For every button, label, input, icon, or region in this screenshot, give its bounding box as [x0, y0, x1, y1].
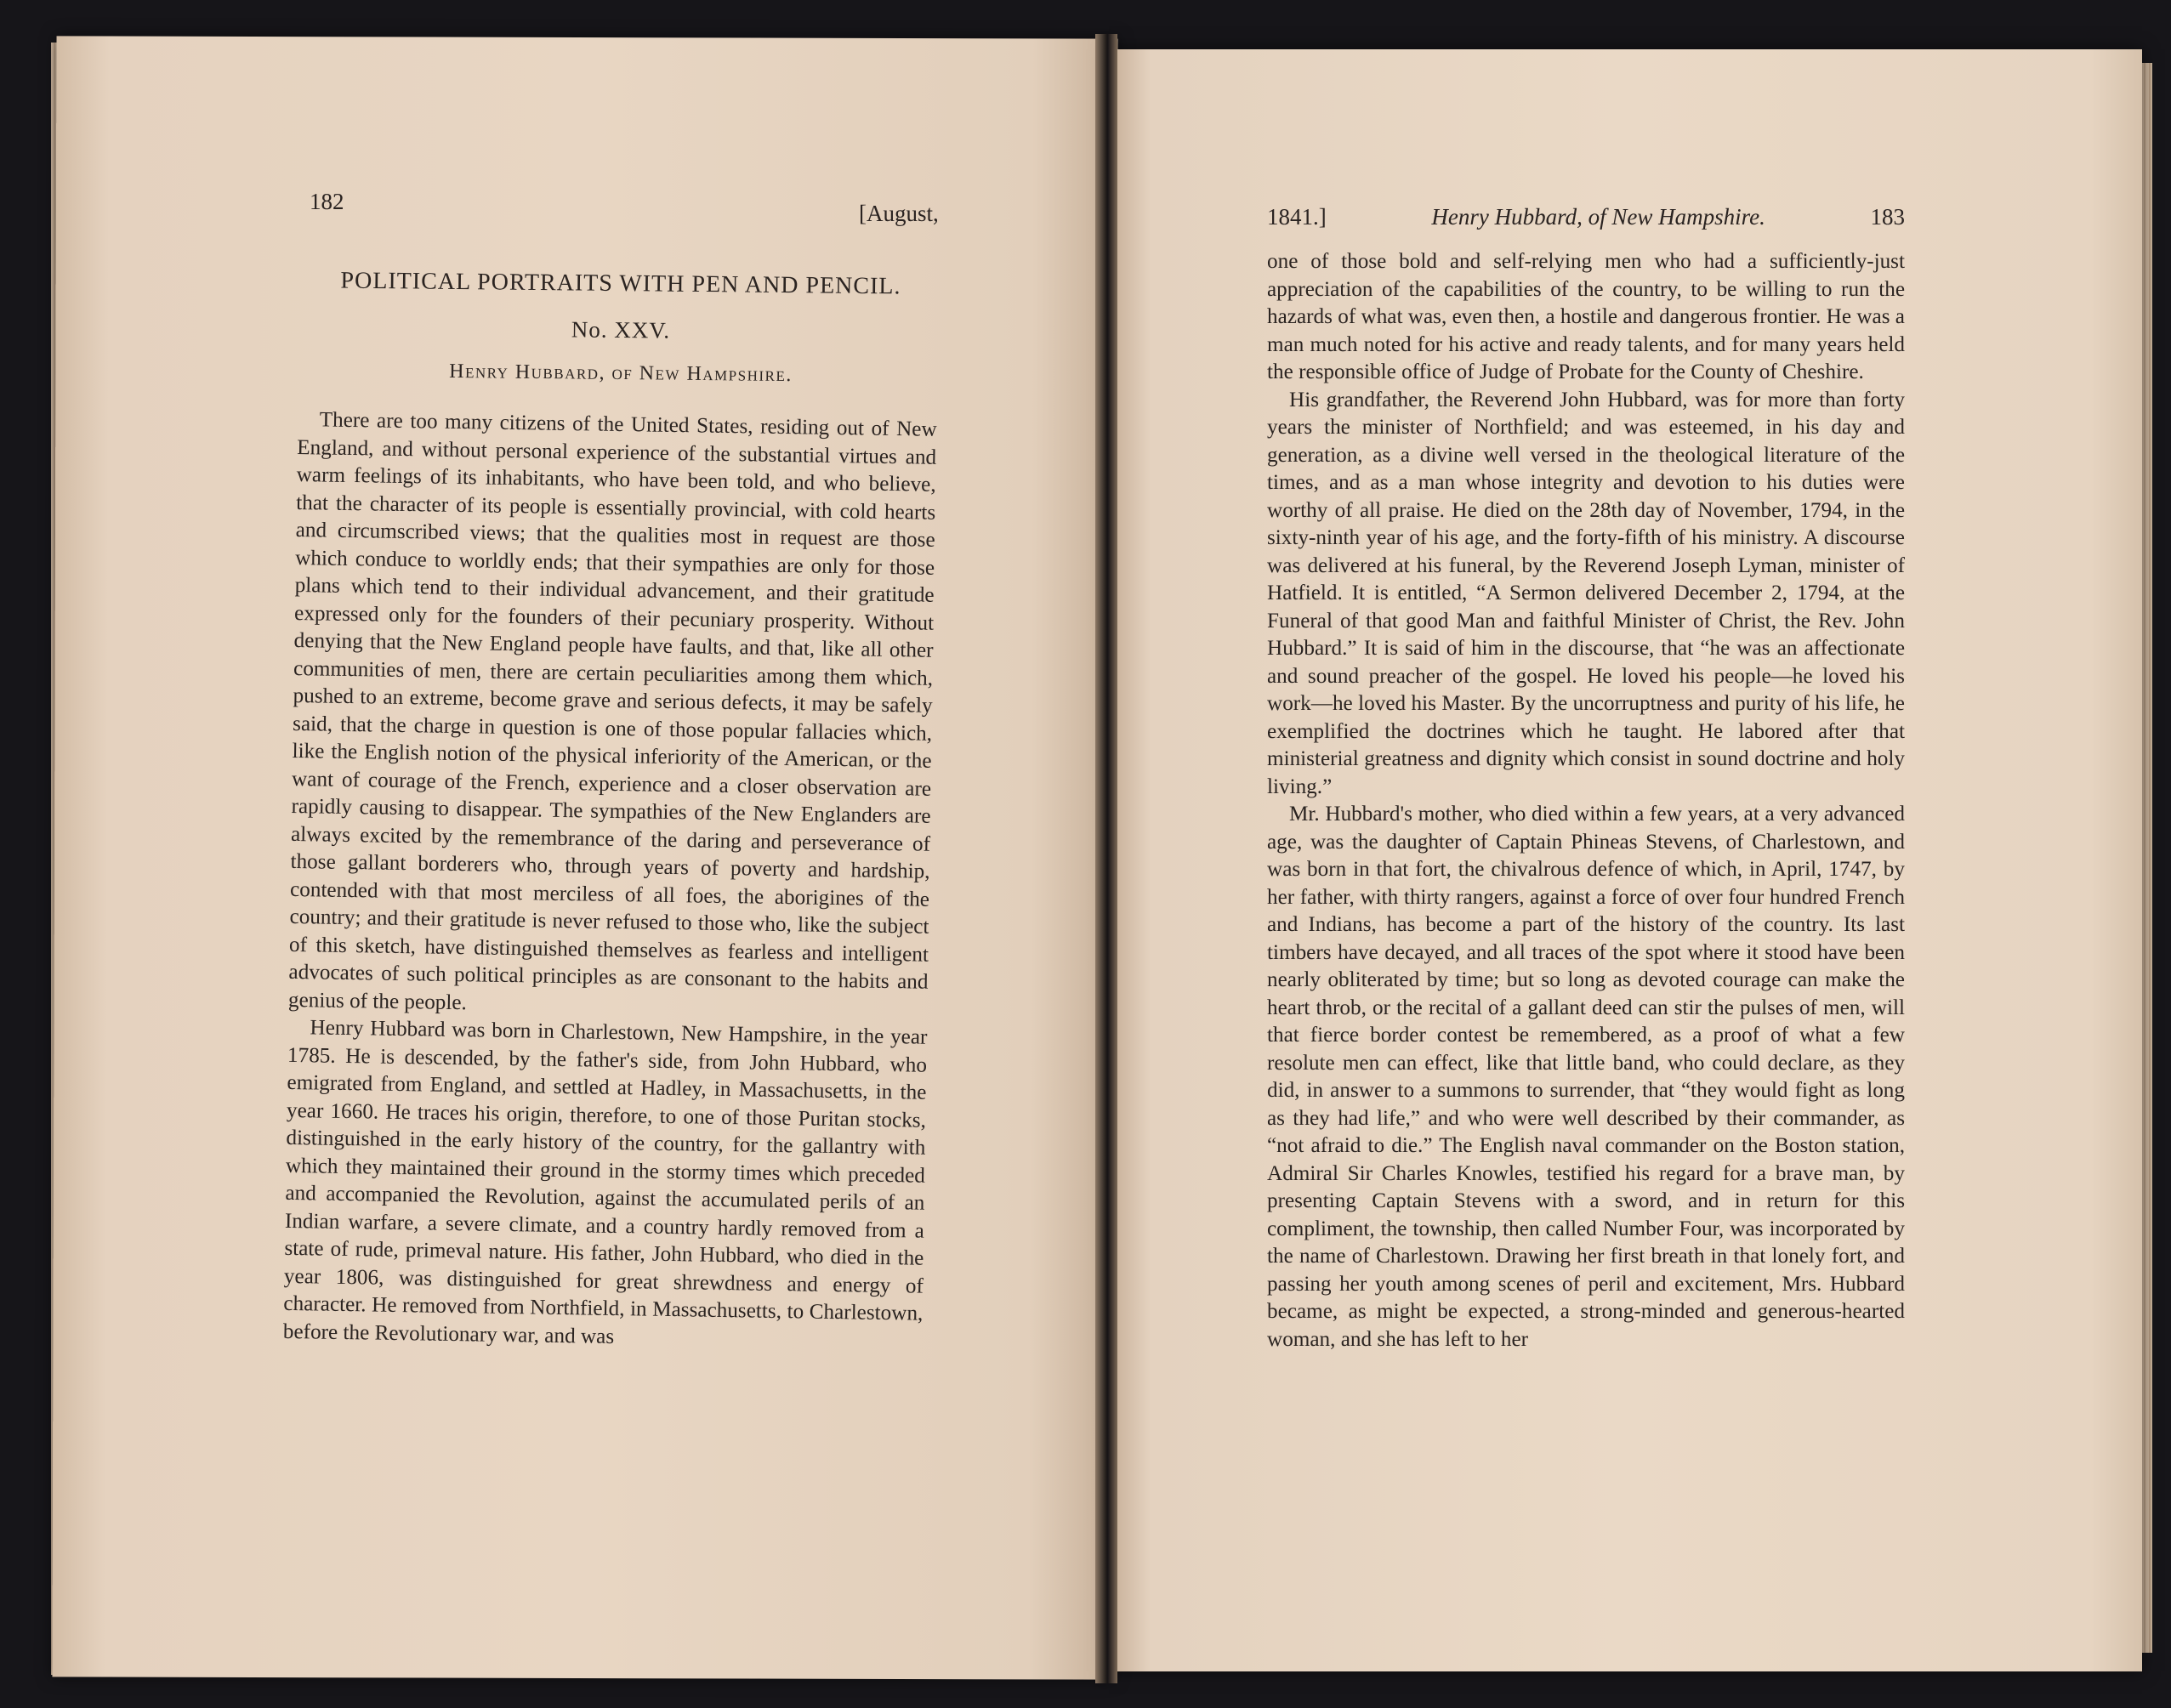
left-page-number: 182 — [310, 189, 344, 214]
right-page-body — [1267, 248, 1905, 1353]
paragraph: Mr. Hubbard's mother, who died within a few years, at a very advanced age, was the daughter of Captain Phineas Stevens, of Charlestown, and was born in that fort, the chivalrous defence of which, in April, 1747, by her father, with thirty rangers, against a force of over four hundred French and Indians, has become a part of the history of the country. Its last timbers have decayed, and all traces of the spot where it stood have been nearly obliterated by time; but so long as devoted courage can make the heart throb, or the recital of a gallant deed can stir the pulses of men, will that fierce border contest be remembered, as a proof of what a few resolute men can effect, like that little band, who could declare, as they did, in answer to a summons to surrender, that “they would fight as long as they had life,” and who were well described by their commander, as “not afraid to die.” The English naval commander on the Boston station, Admiral Sir Charles Knowles, testified his regard for a brave man, by presenting Captain Stevens with a sword, and in return for this compliment, the township, then called Number Four, was incorporated by the name of Charlestown. Drawing her first breath in that lonely fort, and passing her youth among scenes of peril and excitement, Mrs. Hubbard became, as might be expected, a strong-minded and generous-hearted woman, and she has left to her — [1267, 803, 1905, 1351]
left-running-head: [August, — [859, 201, 939, 226]
article-title: POLITICAL PORTRAITS WITH PEN AND PENCIL. — [340, 267, 901, 300]
article-number: No. XXV. — [571, 316, 671, 343]
right-running-head-title: Henry Hubbard, of New Hampshire. — [1431, 204, 1765, 230]
left-page-body — [283, 406, 937, 1356]
paragraph: His grandfather, the Reverend John Hubbard, was for more than forty years the minister of Northfield; and was esteemed, in his day and generation, as a divine well versed in the theological literature of the times, and as a man whose integrity and devotion to his duties were worthy of all praise. He died on the 28th day of November, 1794, in the sixty-ninth year of his age, and the forty-fifth of his ministry. A discourse was delivered at his funeral, by the Reverend Joseph Lyman, minister of Hatfield. It is entitled, “A Sermon delivered December 2, 1794, at the Funeral of that good Man and faithful Minister of Christ, the Rev. John Hubbard.” It is said of him in the discourse, that “he was an affectionate and sound preacher of the gospel. He loved his people—he loved his work—he loved his Master. By the uncorruptness and purity of his life, he exemplified the doctrines which he taught. He labored after that ministerial greatness and dignity which consist in sound doctrine and holy living.” — [1267, 388, 1905, 798]
paragraph: There are too many citizens of the United States, residing out of New England, and without personal experience of the substantial virtues and warm feelings of its inhabitants, who have been told, and who believe, that the character of its people is essentially provincial, with cold hearts and circumscribed views; that the qualities most in request are those which conduce to worldly ends; that their sympathies are only for those plans which tend to their individual advancement, and their gratitude expressed only for the founders of their pecuniary prosperity. Without denying that the New England people have faults, and that, like all other communities of men, there are certain peculiarities among them which, pushed to an extreme, become grave and serious defects, it may be safely said, that the charge in question is one of those popular fallacies which, like the English notion of the physical inferiority of the American, or the want of courage of the French, experience and a closer observation are rapidly causing to disappear. The sympathies of the New Englanders are always excited by the remembrance of the daring and perseverance of those gallant borderers who, through years of poverty and hardship, contended with that most merciless of all foes, the aborigines of the country; and their gratitude is never refused to those who, like the subject of this sketch, have distinguished themselves as fearless and intelligent advocates of such political principles as are consonant to the habits and genius of the people. — [287, 408, 937, 1014]
book-gutter — [1095, 34, 1117, 1683]
right-page-number: 183 — [1870, 204, 1905, 230]
paragraph: one of those bold and self-relying men who had a sufficiently-just appreciation of the capabilities of the country, to be willing to run the hazards of what was, even then, a hostile and dangerous frontier. He was a man much noted for his active and ready talents, and for many years held the responsible office of Judge of Probate for the County of Cheshire. — [1267, 250, 1905, 383]
paragraph: Henry Hubbard was born in Charlestown, New Hampshire, in the year 1785. He is descended, by the father's side, from John Hubbard, who emigrated from England, and settled at Hadley, in Massachusetts, in the year 1660. He traces his origin, therefore, to one of those Puritan stocks, distinguished in the early history of the country, for the gallantry with which they maintained their ground in the stormy times which preceded and accompanied the Revolution, against the accumulated perils of an Indian warfare, a severe climate, and a country hardly removed from a state of rude, primeval nature. His father, John Hubbard, who died in the year 1806, was distinguished for great shrewdness and energy of character. He removed from Northfield, in Massachusetts, to Charlestown, before the Revolutionary war, and was — [282, 1016, 928, 1348]
right-running-head — [1267, 204, 1905, 230]
right-running-head-date: 1841.] — [1267, 204, 1327, 230]
article-subtitle: Henry Hubbard, of New Hampshire. — [449, 360, 793, 387]
